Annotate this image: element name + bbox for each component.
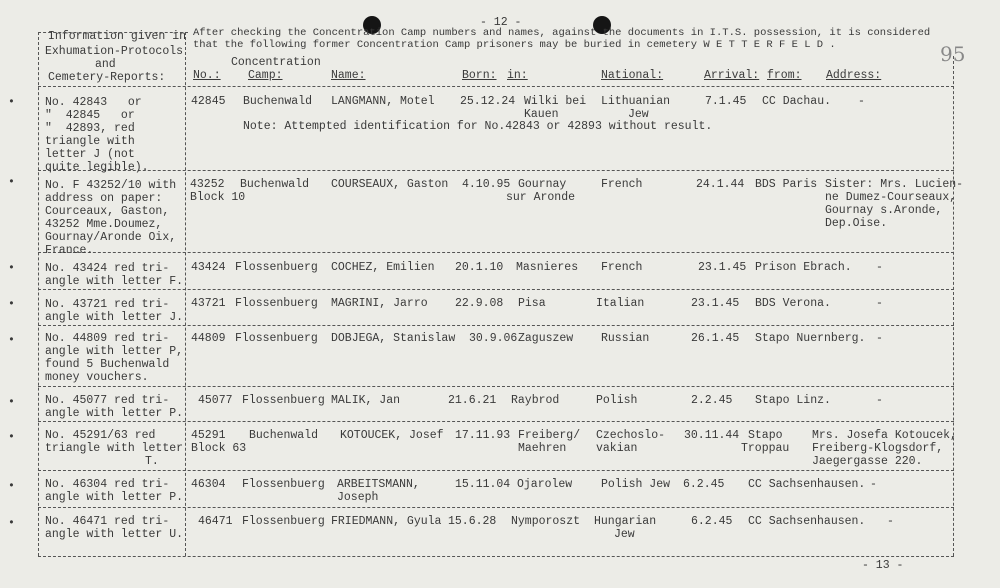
arrival-date: 24.1.44 xyxy=(696,178,745,191)
info-text: quite legible). xyxy=(45,161,149,174)
prisoner-number: 43721 xyxy=(191,297,226,310)
arrived-from: CC Sachsenhausen. xyxy=(748,515,866,528)
header-info-line-3: and xyxy=(95,58,116,71)
info-text: " 42845 or xyxy=(45,109,135,122)
birth-date: 15.6.28 xyxy=(448,515,497,528)
birth-date: 25.12.24 xyxy=(460,95,516,108)
address: - xyxy=(876,394,883,407)
arrived-from: BDS Verona. xyxy=(755,297,831,310)
arrived-from: CC Dachau. xyxy=(762,95,832,108)
nationality: vakian xyxy=(596,442,638,455)
arrived-from: Prison Ebrach. xyxy=(755,261,852,274)
info-text: found 5 Buchenwald xyxy=(45,358,170,371)
right-border xyxy=(953,56,954,556)
arrival-date: 6.2.45 xyxy=(683,478,725,491)
header-name: Name: xyxy=(331,69,366,82)
prisoner-number: 46471 xyxy=(198,515,233,528)
info-text: triangle with letter xyxy=(45,442,184,455)
arrival-date: 26.1.45 xyxy=(691,332,740,345)
info-text: angle with letter J. xyxy=(45,311,184,324)
birth-place: Wilki bei xyxy=(524,95,587,108)
camp: Buchenwald xyxy=(240,178,310,191)
prisoner-name: DOBJEGA, Stanislaw xyxy=(331,332,456,345)
header-camp-line-1: Concentration xyxy=(231,56,321,69)
prisoner-name: COCHEZ, Emilien xyxy=(331,261,435,274)
bottom-border xyxy=(38,556,954,557)
info-text: angle with letter P, xyxy=(45,345,184,358)
nationality: Russian xyxy=(601,332,650,345)
header-born-in: in: xyxy=(507,69,528,82)
birth-place: Raybrod xyxy=(511,394,560,407)
margin-mark: • xyxy=(8,480,15,493)
info-text: No. 46471 red tri- xyxy=(45,515,170,528)
address: - xyxy=(876,297,883,310)
arrival-date: 2.2.45 xyxy=(691,394,733,407)
nationality: Polish Jew xyxy=(601,478,671,491)
info-text: No. 45077 red tri- xyxy=(45,394,170,407)
camp: Buchenwald xyxy=(243,95,313,108)
intro-line-2: that the following former Concentration Camp prisoners may be buried in cemetery W E T T E R F E L D . xyxy=(193,39,836,51)
arrived-from: CC Sachsenhausen. xyxy=(748,478,866,491)
row-note: Note: Attempted identification for No.42843 or 42893 without result. xyxy=(243,120,713,133)
row-divider xyxy=(38,289,954,290)
address: - xyxy=(887,515,894,528)
header-divider xyxy=(38,86,954,87)
prisoner-name: ARBEITSMANN, xyxy=(337,478,420,491)
prisoner-name: MAGRINI, Jarro xyxy=(331,297,428,310)
handwritten-page-number: 95 xyxy=(940,42,966,66)
birth-place: Pisa xyxy=(518,297,546,310)
header-no: No.: xyxy=(193,69,221,82)
info-text: No. 45291/63 red xyxy=(45,429,156,442)
header-info-line-1: Information given in xyxy=(48,30,187,43)
camp: Flossenbuerg xyxy=(235,297,318,310)
prisoner-name: MALIK, Jan xyxy=(331,394,401,407)
info-text: No. 46304 red tri- xyxy=(45,478,170,491)
prisoner-number: 42845 xyxy=(191,95,226,108)
row-divider xyxy=(38,507,954,508)
header-national: National: xyxy=(601,69,664,82)
margin-mark: • xyxy=(8,176,15,189)
info-text: address on paper: xyxy=(45,192,163,205)
address: - xyxy=(870,478,877,491)
nationality: Hungarian xyxy=(594,515,657,528)
address: ne Dumez-Courseaux, xyxy=(825,191,957,204)
address: Dep.Oise. xyxy=(825,217,888,230)
info-text: No. F 43252/10 with xyxy=(45,179,177,192)
nationality: Italian xyxy=(596,297,645,310)
prisoner-name: KOTOUCEK, Josef xyxy=(340,429,444,442)
column-divider xyxy=(185,32,186,556)
arrived-from: Troppau xyxy=(741,442,790,455)
arrival-date: 30.11.44 xyxy=(684,429,740,442)
arrival-date: 6.2.45 xyxy=(691,515,733,528)
nationality: Lithuanian xyxy=(601,95,671,108)
address: Jaegergasse 220. xyxy=(812,455,923,468)
page-number-bottom: - 13 - xyxy=(862,559,904,572)
margin-mark: • xyxy=(8,431,15,444)
header-born: Born: xyxy=(462,69,497,82)
birth-place: Kauen xyxy=(524,108,559,121)
prisoner-name: COURSEAUX, Gaston xyxy=(331,178,449,191)
birth-place: Zaguszew xyxy=(518,332,574,345)
nationality: Czechoslo- xyxy=(596,429,666,442)
address: - xyxy=(858,95,865,108)
birth-date: 17.11.93 xyxy=(455,429,511,442)
prisoner-name: LANGMANN, Motel xyxy=(331,95,435,108)
birth-place: sur Aronde xyxy=(506,191,576,204)
birth-place: Gournay xyxy=(518,178,567,191)
margin-mark: • xyxy=(8,96,15,109)
birth-date: 30.9.06 xyxy=(469,332,518,345)
nationality: Polish xyxy=(596,394,638,407)
info-text: No. 43721 red tri- xyxy=(45,298,170,311)
camp: Flossenbuerg xyxy=(235,261,318,274)
margin-mark: • xyxy=(8,517,15,530)
birth-date: 4.10.95 xyxy=(462,178,511,191)
prisoner-block: Block 10 xyxy=(190,191,246,204)
prisoner-number: 44809 xyxy=(191,332,226,345)
nationality: French xyxy=(601,178,643,191)
info-text: No. 42843 or xyxy=(45,96,142,109)
address: - xyxy=(876,332,883,345)
birth-date: 20.1.10 xyxy=(455,261,504,274)
birth-date: 22.9.08 xyxy=(455,297,504,310)
row-divider xyxy=(38,470,954,471)
prisoner-number: 45077 xyxy=(198,394,233,407)
camp: Buchenwald xyxy=(249,429,319,442)
nationality: Jew xyxy=(614,528,635,541)
address: Sister: Mrs. Lucien- xyxy=(825,178,964,191)
header-address: Address: xyxy=(826,69,882,82)
header-info-line-2: Exhumation-Protocols xyxy=(45,45,184,58)
info-text: letter J (not xyxy=(45,148,135,161)
birth-place: Maehren xyxy=(518,442,567,455)
intro-line-1: After checking the Concentration Camp numbers and names, against the documents in I.T.S. possession, it is considered xyxy=(193,27,931,39)
birth-date: 15.11.04 xyxy=(455,478,511,491)
header-info-line-4: Cemetery-Reports: xyxy=(48,71,166,84)
prisoner-number: 46304 xyxy=(191,478,226,491)
info-text: T. xyxy=(145,455,159,468)
nationality: French xyxy=(601,261,643,274)
info-text: angle with letter U. xyxy=(45,528,184,541)
prisoner-name: Joseph xyxy=(337,491,379,504)
row-divider xyxy=(38,252,954,253)
info-text: triangle with xyxy=(45,135,135,148)
arrival-date: 23.1.45 xyxy=(691,297,740,310)
arrived-from: Stapo Linz. xyxy=(755,394,831,407)
info-text: angle with letter F. xyxy=(45,275,184,288)
info-text: " 42893, red xyxy=(45,122,135,135)
header-from: from: xyxy=(767,69,802,82)
arrived-from: Stapo Nuernberg. xyxy=(755,332,866,345)
address: - xyxy=(876,261,883,274)
info-text: Courceaux, Gaston, xyxy=(45,205,170,218)
info-text: money vouchers. xyxy=(45,371,149,384)
margin-mark: • xyxy=(8,396,15,409)
prisoner-number: 45291 xyxy=(191,429,226,442)
info-text: Gournay/Aronde Oix, xyxy=(45,231,177,244)
birth-date: 21.6.21 xyxy=(448,394,497,407)
prisoner-block: Block 63 xyxy=(191,442,247,455)
prisoner-name: FRIEDMANN, Gyula xyxy=(331,515,442,528)
row-divider xyxy=(38,325,954,326)
margin-mark: • xyxy=(8,334,15,347)
margin-mark: • xyxy=(8,298,15,311)
address: Freiberg-Klogsdorf, xyxy=(812,442,944,455)
camp: Flossenbuerg xyxy=(242,394,325,407)
address: Gournay s.Aronde, xyxy=(825,204,943,217)
info-text: angle with letter P. xyxy=(45,407,184,420)
birth-place: Freiberg/ xyxy=(518,429,581,442)
nationality: Jew xyxy=(628,108,649,121)
birth-place: Ojarolew xyxy=(517,478,573,491)
camp: Flossenbuerg xyxy=(235,332,318,345)
address: Mrs. Josefa Kotoucek, xyxy=(812,429,957,442)
info-text: No. 44809 red tri- xyxy=(45,332,170,345)
arrival-date: 23.1.45 xyxy=(698,261,747,274)
birth-place: Masnieres xyxy=(516,261,579,274)
info-text: 43252 Mme.Doumez, xyxy=(45,218,163,231)
arrived-from: BDS Paris xyxy=(755,178,818,191)
info-text: France. xyxy=(45,244,94,257)
header-arrival: Arrival: xyxy=(704,69,760,82)
left-border xyxy=(38,32,39,556)
margin-mark: • xyxy=(8,262,15,275)
birth-place: Nymporoszt xyxy=(511,515,581,528)
header-camp-line-2: Camp: xyxy=(248,69,283,82)
prisoner-number: 43424 xyxy=(191,261,226,274)
row-divider xyxy=(38,386,954,387)
top-border xyxy=(38,32,188,33)
row-divider xyxy=(38,170,954,171)
prisoner-number: 43252 xyxy=(190,178,225,191)
info-text: angle with letter P. xyxy=(45,491,184,504)
arrival-date: 7.1.45 xyxy=(705,95,747,108)
camp: Flossenbuerg xyxy=(242,515,325,528)
row-divider xyxy=(38,421,954,422)
info-text: No. 43424 red tri- xyxy=(45,262,170,275)
page-number-top: - 12 - xyxy=(480,16,522,29)
camp: Flossenbuerg xyxy=(242,478,325,491)
arrived-from: Stapo xyxy=(748,429,783,442)
